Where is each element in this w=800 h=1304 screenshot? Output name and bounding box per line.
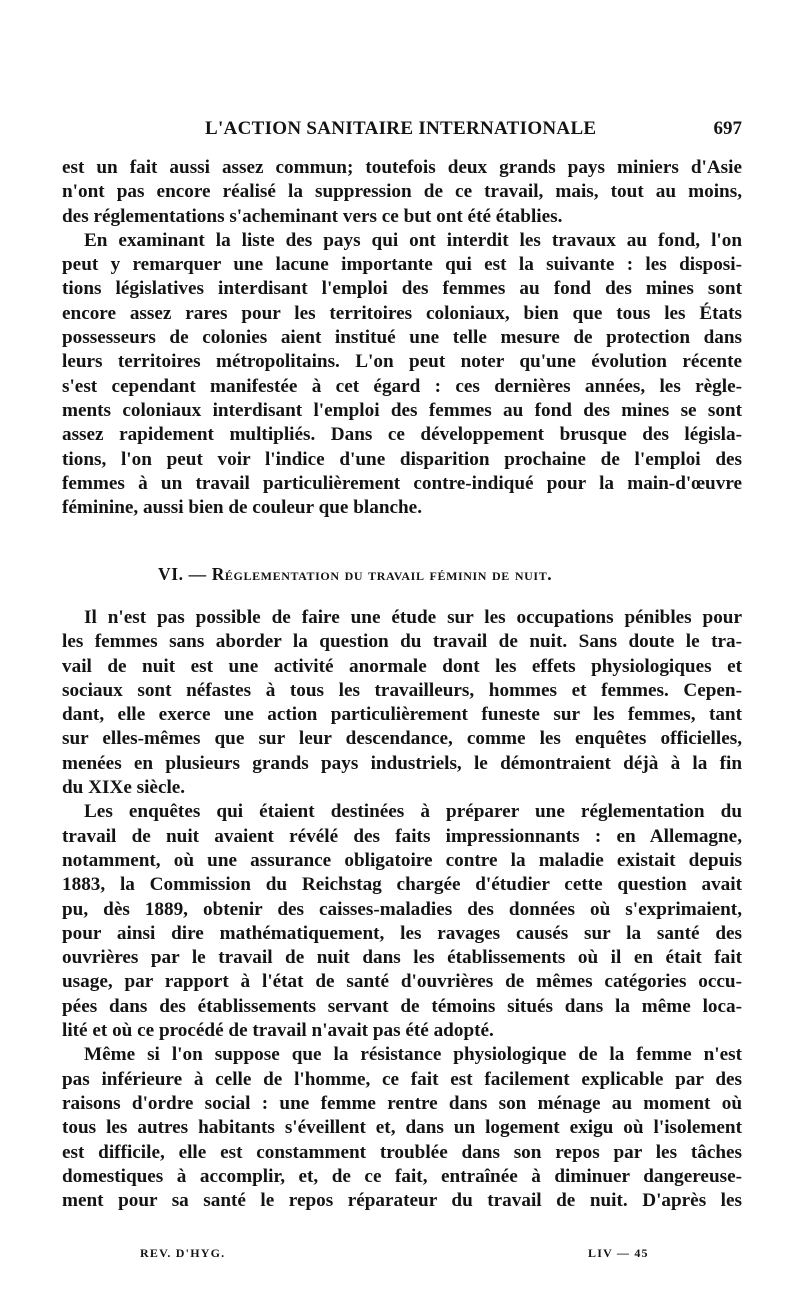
- text-line: s'est cependant manifestée à cet égard : ces dernières années, les règle-: [62, 375, 742, 397]
- text-line: n'ont pas encore réalisé la suppression de ce travail, mais, tout au moins,: [62, 181, 742, 203]
- text-line: pour ainsi dire mathématiquement, les ravages causés sur la santé des: [62, 922, 742, 944]
- footer-sheet-signature: LIV — 45: [588, 1246, 649, 1260]
- text-line: Même si l'on suppose que la résistance physiologique de la femme n'est: [84, 1044, 742, 1066]
- text-line: usage, par rapport à l'état de santé d'ouvrières de mêmes catégories occu-: [62, 971, 742, 993]
- text-line: dant, elle exerce une action particulièrement funeste sur les femmes, tant: [62, 704, 742, 726]
- text-line: ouvrières par le travail de nuit dans les établissements où il en était fait: [62, 947, 742, 969]
- text-line: lité et où ce procédé de travail n'avait pas été adopté.: [62, 1020, 494, 1042]
- text-line: tions législatives interdisant l'emploi des femmes au fond des mines sont: [62, 278, 742, 300]
- text-line: pas inférieure à celle de l'homme, ce fait est facilement explicable par des: [62, 1068, 742, 1090]
- text-line: raisons d'ordre social : une femme rentre dans son ménage au moment où: [62, 1092, 742, 1114]
- section-title: Réglementation du travail féminin de nuit.: [211, 564, 553, 584]
- text-line: les femmes sans aborder la question du travail de nuit. Sans doute le tra-: [62, 631, 742, 653]
- page-number: 697: [713, 118, 742, 139]
- body-text-bottom: [62, 606, 742, 1213]
- text-line: tions, l'on peut voir l'indice d'une disparition prochaine de l'emploi des: [62, 448, 742, 470]
- text-line: est difficile, elle est constamment troublée dans son repos par les tâches: [62, 1141, 742, 1163]
- text-line: ments coloniaux interdisant l'emploi des femmes au fond des mines se sont: [62, 399, 742, 421]
- footer-journal: REV. D'HYG.: [140, 1246, 226, 1260]
- text-line: encore assez rares pour les territoires coloniaux, bien que tous les États: [62, 302, 742, 324]
- text-line: Les enquêtes qui étaient destinées à préparer une réglementation du: [84, 801, 742, 823]
- text-line: vail de nuit est une activité anormale dont les effets physiologiques et: [62, 655, 742, 677]
- section-heading: [158, 564, 552, 585]
- text-line: sociaux sont néfastes à tous les travailleurs, hommes et femmes. Cepen-: [62, 679, 742, 701]
- text-line: sur elles-mêmes que sur leur descendance, comme les enquêtes officielles,: [62, 728, 742, 750]
- text-line: féminine, aussi bien de couleur que blanche.: [62, 497, 422, 519]
- text-line: du XIXe siècle.: [62, 777, 186, 799]
- text-line: Il n'est pas possible de faire une étude sur les occupations pénibles pour: [84, 607, 742, 628]
- text-line: menées en plusieurs grands pays industriels, le démontraient déjà à la fin: [62, 752, 742, 774]
- text-line: est un fait aussi assez commun; toutefois deux grands pays miniers d'Asie: [62, 157, 742, 178]
- text-line: assez rapidement multipliés. Dans ce développement brusque des législa-: [62, 424, 742, 446]
- text-line: notamment, où une assurance obligatoire contre la maladie existait depuis: [62, 849, 742, 871]
- text-line: 1883, la Commission du Reichstag chargée d'étudier cette question avait: [62, 874, 742, 896]
- text-line: peut y remarquer une lacune importante qui est la suivante : les disposi-: [62, 254, 742, 276]
- body-text-top: [62, 156, 742, 520]
- text-line: possesseurs de colonies aient institué une telle mesure de protection dans: [62, 327, 742, 349]
- text-line: pées dans des établissements servant de témoins situés dans la même loca-: [62, 995, 742, 1017]
- text-line: travail de nuit avaient révélé des faits impressionnants : en Allemagne,: [62, 825, 742, 847]
- text-line: leurs territoires métropolitains. L'on peut noter qu'une évolution récente: [62, 351, 742, 373]
- text-line: pu, dès 1889, obtenir des caisses-maladies des données où s'exprimaient,: [62, 898, 742, 920]
- text-line: ment pour sa santé le repos réparateur du travail de nuit. D'après les: [62, 1190, 742, 1212]
- text-line: domestiques à accomplir, et, de ce fait, entraînée à diminuer dangereuse-: [62, 1165, 742, 1187]
- section-number: VI. —: [158, 564, 207, 584]
- text-line: femmes à un travail particulièrement contre-indiqué pour la main-d'œuvre: [62, 472, 742, 494]
- text-line: des réglementations s'acheminant vers ce but ont été établies.: [62, 205, 563, 227]
- text-line: En examinant la liste des pays qui ont interdit les travaux au fond, l'on: [84, 229, 742, 251]
- running-title: L'ACTION SANITAIRE INTERNATIONALE: [205, 118, 597, 139]
- text-line: tous les autres habitants s'éveillent et, dans un logement exigu où l'isolement: [62, 1117, 742, 1139]
